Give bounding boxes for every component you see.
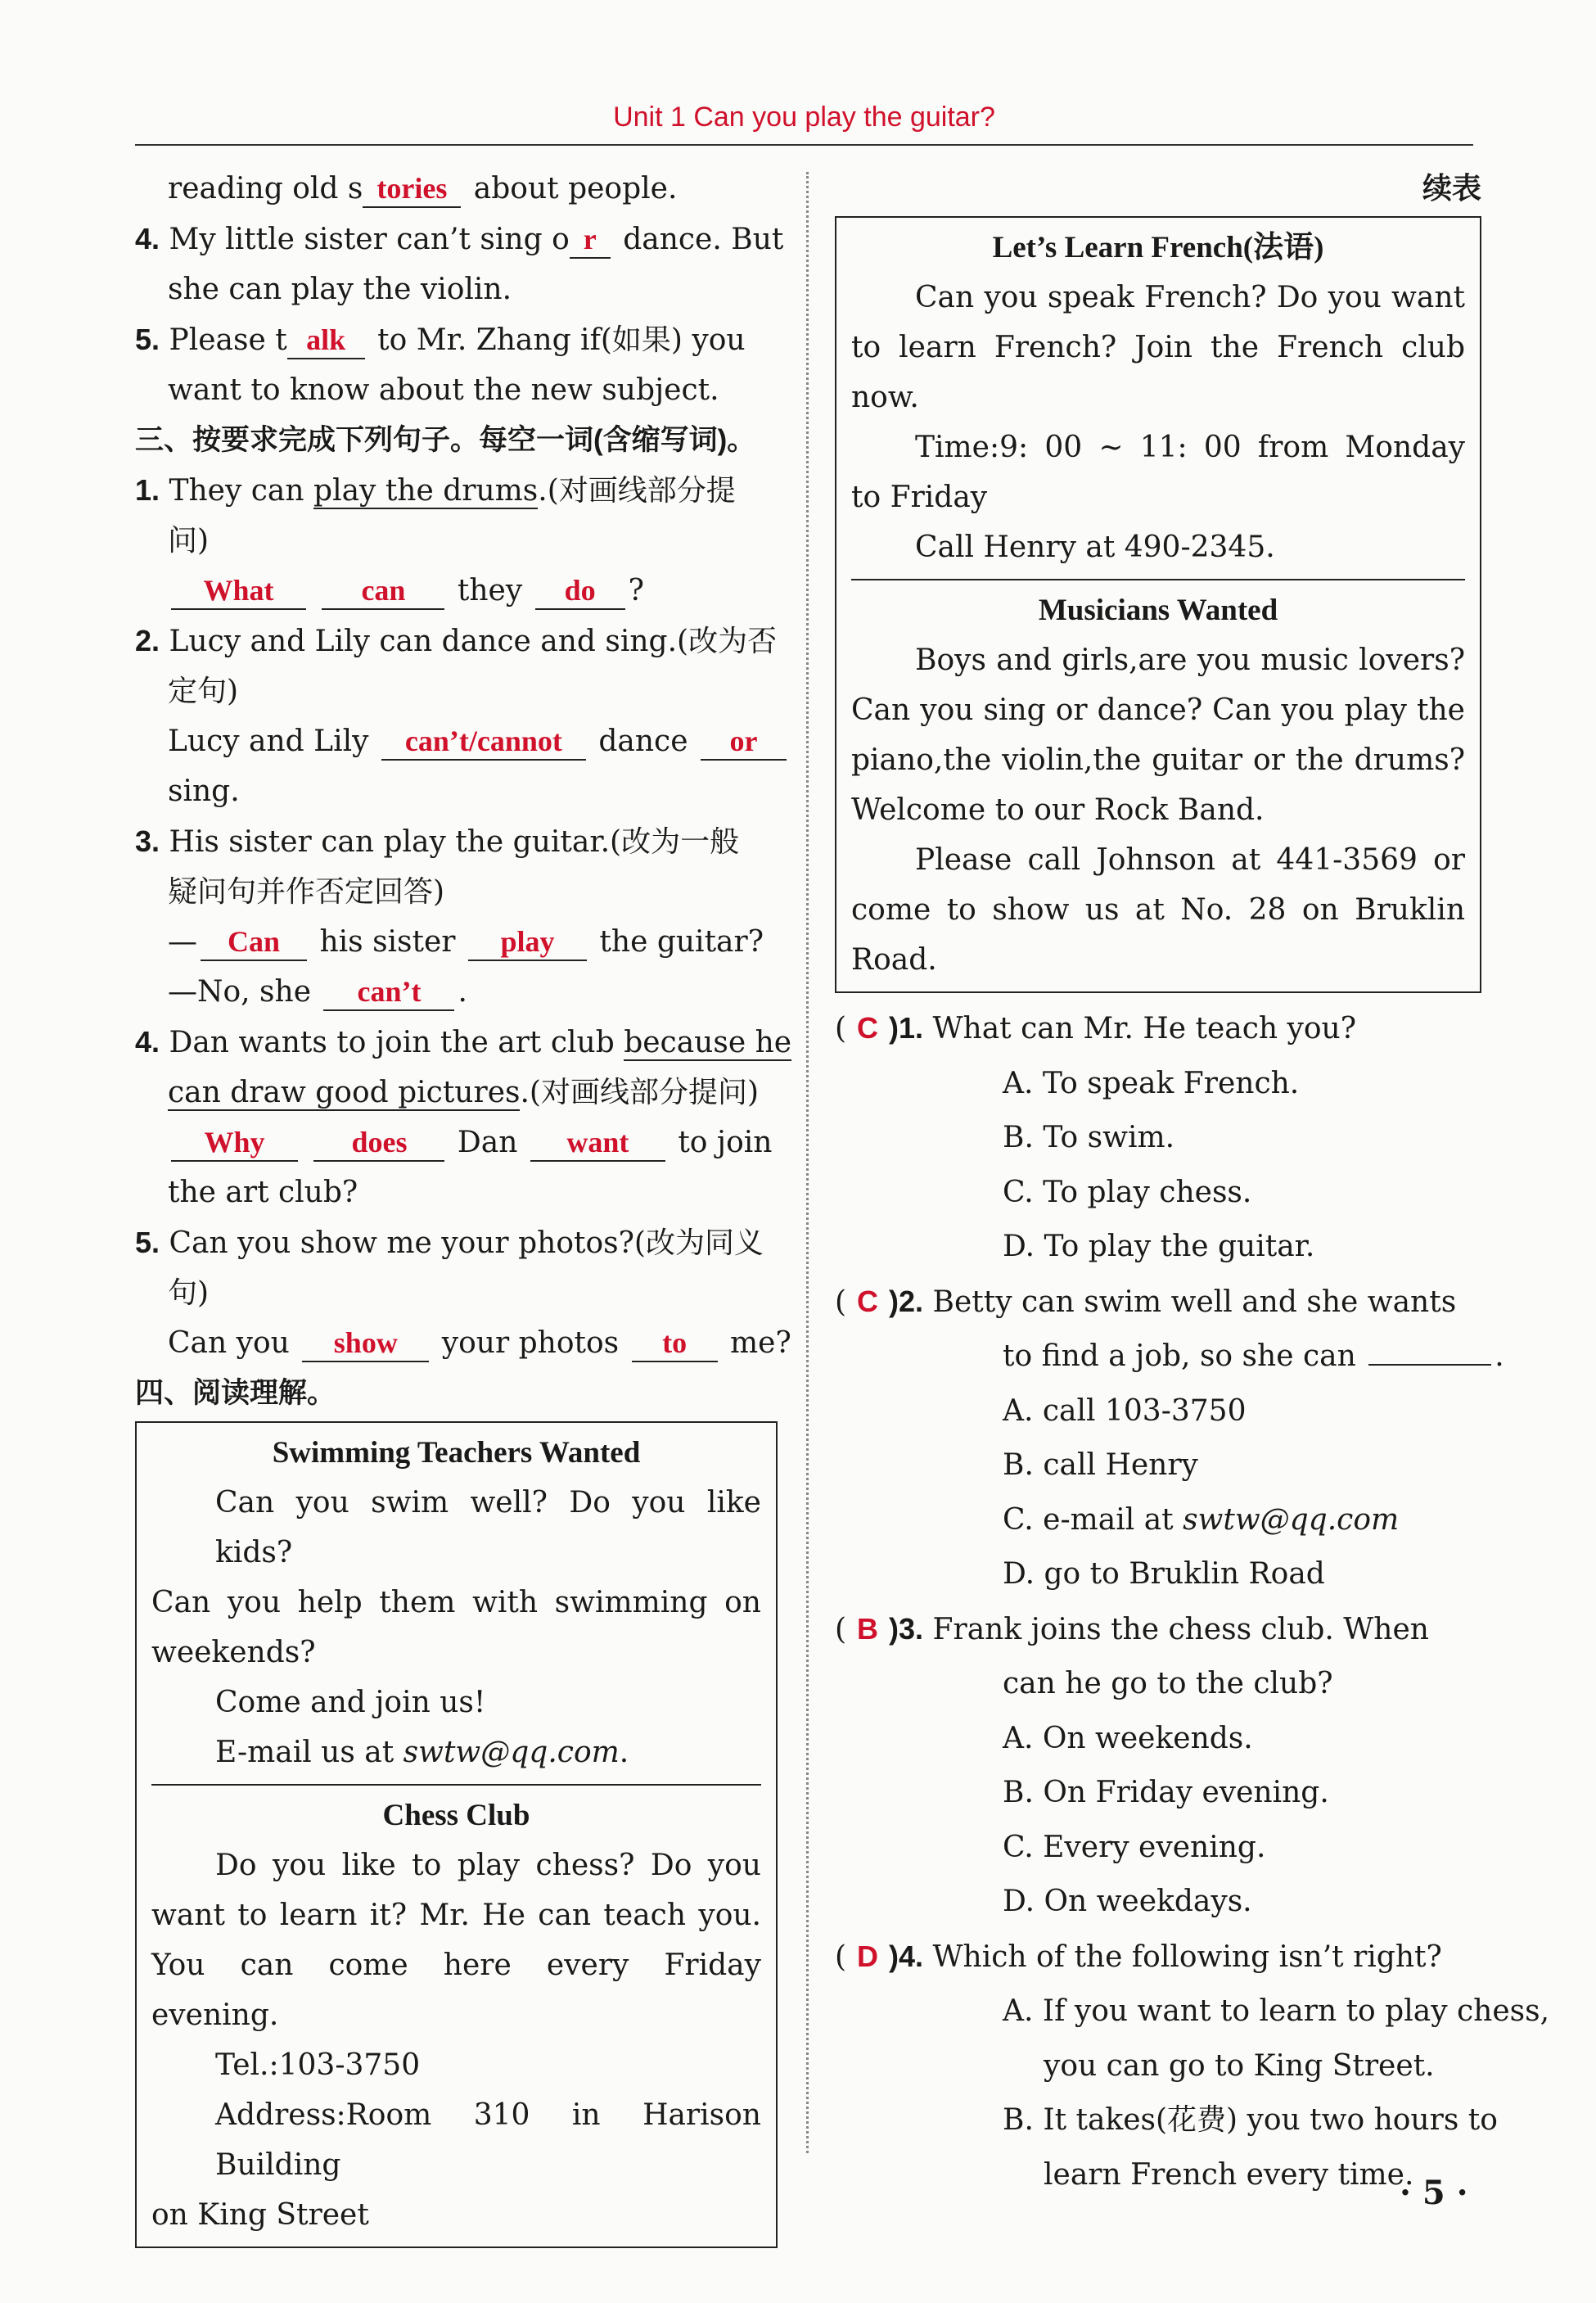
- ad-line: want to learn it? Mr. He can teach you.: [151, 1899, 761, 1932]
- mc-question-3-cont: can he go to the club?: [1003, 1667, 1333, 1700]
- ad-line: Do you like to play chess? Do you: [215, 1849, 761, 1882]
- mc-question-3: ( B )3. Frank joins the chess club. When: [835, 1602, 1481, 1658]
- continued-label: 续表: [1422, 172, 1481, 205]
- sentence-1-answer: What can they do ?: [135, 566, 778, 616]
- mc-question-1: ( C )1. What can Mr. He teach you?: [835, 1001, 1481, 1057]
- option-a[interactable]: A. To speak French.: [1003, 1066, 1300, 1100]
- ad-title: Let’s Learn French(法语): [992, 231, 1324, 264]
- option-a[interactable]: A. On weekends.: [1003, 1721, 1253, 1755]
- reading-box-left: [135, 1421, 778, 2248]
- ad-line: Tel.:103-3750: [215, 2048, 421, 2082]
- mc-question-2: ( C )2. Betty can swim well and she wants: [835, 1275, 1481, 1330]
- option-b-cont: learn French every time.: [1044, 2157, 1414, 2192]
- question-list: [835, 1001, 1550, 2202]
- ad-chess-club: [151, 1784, 761, 2247]
- answer-letter[interactable]: D: [857, 1939, 879, 1973]
- question-4-cont: she can play the violin.: [168, 273, 512, 306]
- question-5: 5. Please t alk to Mr. Zhang if(如果) you: [135, 314, 778, 365]
- ad-line: Can you help them with swimming on: [151, 1586, 761, 1619]
- question-4: 4. My little sister can’t sing o r dance. But: [135, 214, 778, 264]
- sentence-2-answer: Lucy and Lily can’t/cannot dance or: [135, 716, 778, 766]
- option-d[interactable]: D. To play the guitar.: [1003, 1230, 1315, 1263]
- ad-line: Boys and girls,are you music lovers?: [915, 643, 1465, 677]
- option-c[interactable]: C. Every evening.: [1003, 1830, 1266, 1864]
- answer-letter[interactable]: C: [857, 1011, 879, 1045]
- sentence-4-end: the art club?: [168, 1176, 358, 1209]
- section-4-heading: 四、阅读理解。: [135, 1377, 336, 1409]
- answer-letter[interactable]: B: [857, 1611, 879, 1646]
- ad-title: Swimming Teachers Wanted: [272, 1436, 641, 1470]
- ad-line: Please call Johnson at 441-3569 or: [915, 843, 1465, 877]
- ad-title: Musicians Wanted: [1038, 594, 1278, 627]
- option-b[interactable]: B. To swim.: [1003, 1121, 1175, 1154]
- fill-line: reading old s tories about people.: [135, 164, 778, 214]
- answer-blank[interactable]: can: [322, 572, 444, 610]
- question-5-cont: want to know about the new subject.: [168, 373, 719, 407]
- unit-title: Unit 1 Can you play the guitar?: [613, 102, 995, 133]
- option-a[interactable]: A. If you want to learn to play chess,: [1003, 1994, 1550, 2028]
- ad-line: Can you swim well? Do you like kids?: [215, 1486, 761, 1569]
- answer-blank[interactable]: can’t: [323, 973, 454, 1011]
- answer-blank[interactable]: want: [530, 1124, 665, 1162]
- answer-blank[interactable]: r: [570, 221, 611, 259]
- answer-blank[interactable]: Why: [171, 1124, 298, 1162]
- ad-line: come to show us at No. 28 on Bruklin: [851, 893, 1465, 927]
- sentence-4-answer: Why does Dan want to join: [135, 1118, 778, 1167]
- option-b[interactable]: B. It takes(花费) you two hours to: [1003, 2103, 1498, 2137]
- ad-line: Welcome to our Rock Band.: [851, 793, 1265, 827]
- sentence-2-cont: 定句): [168, 675, 239, 708]
- sentence-1-cont: 问): [168, 524, 210, 558]
- sentence-4-cont: can draw good pictures.(对画线部分提问): [168, 1076, 760, 1109]
- mc-question-2-cont: to find a job, so she can .: [1003, 1339, 1504, 1373]
- ad-line: to Friday: [851, 481, 988, 514]
- sentence-1: 1. They can play the drums.(对画线部分提: [135, 473, 736, 508]
- ad-line: Address:Room 310 in Harison Building: [215, 2098, 761, 2182]
- reading-box-right: [835, 216, 1481, 993]
- ad-line: Can you speak French? Do you want: [915, 281, 1465, 314]
- ad-line: weekends?: [151, 1636, 316, 1669]
- ad-title: Chess Club: [382, 1799, 530, 1832]
- ad-email-line: E-mail us at swtw@qq.com.: [215, 1736, 629, 1769]
- answer-blank[interactable]: Can: [201, 923, 307, 961]
- answer-blank[interactable]: [1368, 1364, 1491, 1366]
- sentence-5: 5. Can you show me your photos?(改为同义: [135, 1226, 764, 1260]
- answer-blank[interactable]: play: [468, 923, 587, 961]
- ad-line: Can you sing or dance? Can you play the: [851, 693, 1465, 727]
- answer-blank[interactable]: alk: [287, 322, 365, 359]
- option-d[interactable]: D. On weekdays.: [1003, 1885, 1252, 1918]
- ad-line: Road.: [851, 943, 937, 977]
- sentence-5-answer: Can you show your photos to me?: [135, 1318, 778, 1368]
- answer-blank[interactable]: do: [535, 572, 625, 610]
- option-c[interactable]: C. e-mail at swtw@qq.com: [1003, 1502, 1400, 1537]
- ad-line: Call Henry at 490-2345.: [915, 531, 1275, 564]
- option-d[interactable]: D. go to Bruklin Road: [1003, 1557, 1325, 1591]
- option-b[interactable]: B. call Henry: [1003, 1448, 1198, 1482]
- sentence-4: 4. Dan wants to join the art club because he: [135, 1025, 792, 1059]
- ad-musicians-wanted: [851, 579, 1465, 991]
- answer-blank[interactable]: tories: [363, 170, 461, 208]
- ad-line: on King Street: [151, 2198, 369, 2232]
- option-b[interactable]: B. On Friday evening.: [1003, 1776, 1329, 1809]
- ad-line: to learn French? Join the French club now.: [851, 331, 1465, 414]
- sentence-2-end: sing.: [168, 774, 240, 808]
- ad-line: Come and join us!: [215, 1686, 486, 1719]
- answer-letter[interactable]: C: [857, 1284, 879, 1318]
- ad-line: piano,the violin,the guitar or the drums?: [851, 743, 1465, 777]
- option-a-cont: you can go to King Street.: [1044, 2048, 1435, 2083]
- page-number: · 5 ·: [1400, 2174, 1468, 2212]
- sentence-2: 2. Lucy and Lily can dance and sing.(改为否: [135, 624, 778, 658]
- answer-blank[interactable]: What: [171, 572, 306, 610]
- answer-blank[interactable]: to: [632, 1325, 718, 1362]
- option-a[interactable]: A. call 103-3750: [1003, 1393, 1247, 1428]
- column-divider: [806, 172, 809, 2153]
- ad-line: Time:9: 00 ~ 11: 00 from Monday: [915, 431, 1465, 464]
- sentence-5-cont: 句): [168, 1276, 210, 1310]
- section-3-heading: 三、按要求完成下列句子。每空一词(含缩写词)。: [135, 424, 756, 456]
- answer-blank[interactable]: or: [701, 723, 787, 761]
- mc-question-4: ( D )4. Which of the following isn’t right?: [835, 1930, 1481, 1985]
- answer-blank[interactable]: can’t/cannot: [381, 723, 586, 761]
- right-column: [835, 164, 1550, 2202]
- answer-blank[interactable]: does: [313, 1124, 444, 1162]
- sentence-3-answer-2: —No, she can’t .: [135, 967, 778, 1017]
- sentence-3: 3. His sister can play the guitar.(改为一般: [135, 824, 740, 859]
- option-c[interactable]: C. To play chess.: [1003, 1175, 1252, 1209]
- left-column: [135, 164, 792, 2248]
- ad-learn-french: [851, 218, 1465, 579]
- page-header: [135, 97, 1473, 146]
- sentence-3-cont: 疑问句并作否定回答): [168, 875, 445, 909]
- ad-swimming-teachers: [151, 1423, 761, 1784]
- sentence-3-answer-1: — Can his sister play the guitar?: [135, 917, 778, 967]
- ad-line: You can come here every Friday evening.: [151, 1949, 761, 2032]
- answer-blank[interactable]: show: [302, 1325, 429, 1362]
